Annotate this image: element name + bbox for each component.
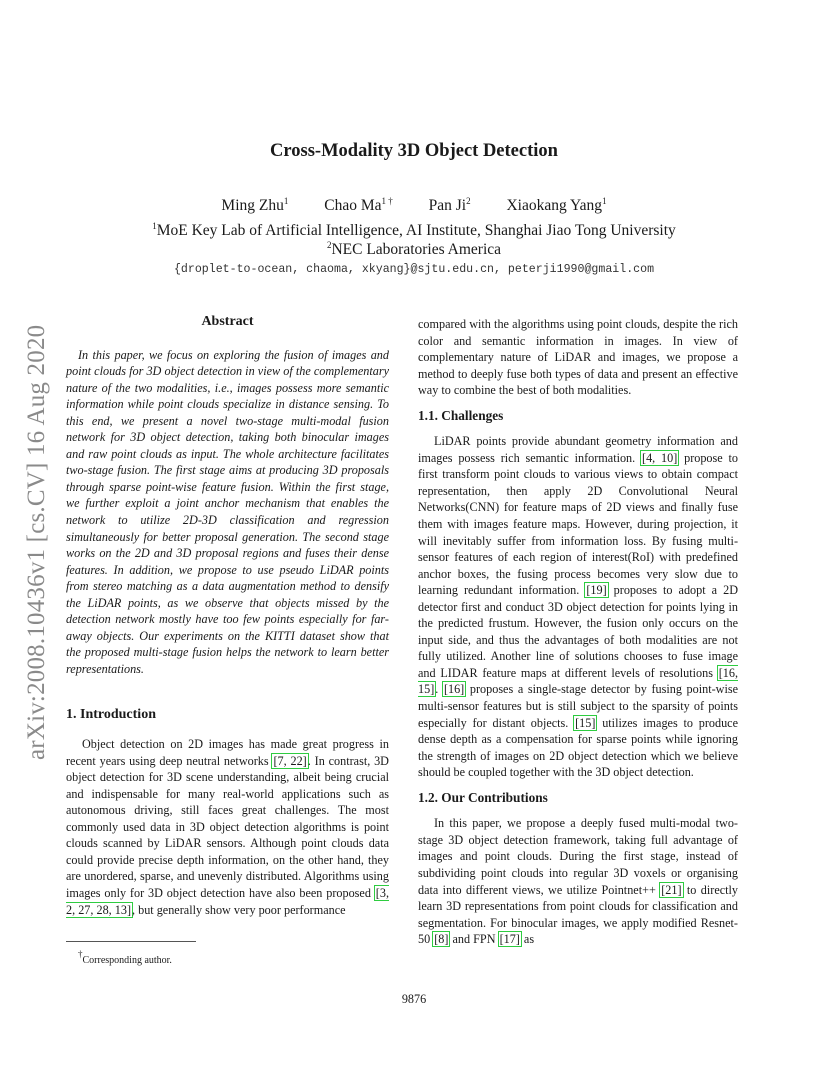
challenges-paragraph: LiDAR points provide abundant geometry information and images possess rich semantic information. [4, 10] propose to first transform point clouds to various views to obtain compact representation, then apply 2D Convolutional Neural Networks(CNN) for feature maps of 2D views and finally fuse them with images feature maps. However, during projection, it will inevitably suffer from information loss. By fusing multi-sensor features of each region of interest(RoI) with predefined anchor boxes, the fusing process becomes very slow due to learning redundant information. [19] proposes to adopt a 2D detector first and conduct 3D object detection for points lying in the predicted frustum. However, the fusion only occurs on the input side, and thus the advantages of both modalities are not fully utilized. Another line of solutions chooses to fuse image and LIDAR feature maps at different levels of resolutions [16, 15]. [16] proposes a single-stage detector by fusing point-wise multi-sensor features but is still subject to the sparsity of points especially for distant objects. [15] utilizes images to produce dense depth as a compensation for sparse points while ignoring the strength of images on 2D object detection which we believe should be coupled together with the 3D object detection. xyxy=(418,434,738,780)
affiliation: $^1$MoE Key Lab of Artificial Intelligence, AI Institute, Shanghai Jiao Tong University xyxy=(152,221,676,239)
footnote-divider xyxy=(66,941,196,942)
citation-link[interactable]: [8] xyxy=(434,932,449,947)
section-heading-contributions: 1.2. Our Contributions xyxy=(418,789,548,805)
citation-link[interactable]: [17] xyxy=(499,932,520,947)
citation-link[interactable]: [15] xyxy=(575,715,596,730)
abstract-heading: Abstract xyxy=(201,314,254,329)
citation-link[interactable]: [4, 10] xyxy=(642,450,678,465)
arxiv-stamp: arXiv:2008.10436v1 [cs.CV] 16 Aug 2020 xyxy=(23,324,50,760)
author: Pan Ji$^2$ xyxy=(428,196,471,214)
author-list xyxy=(0,196,828,215)
intro-paragraph: Object detection on 2D images has made great progress in recent years using deep neutral networks [7, 22]. In contrast, 3D object detection for 3D scene understanding, albeit being crucial and indispensable for many real-world applications such as autonomous driving, still faces great challenges. The most commonly used data in 3D object detection algorithms is point clouds scanned by LiDAR sensors. Although point clouds data could provide precise depth information, on the other hand, they are unordered, sparse, and unevenly distributed. Algorithms using images only for 3D object detection have also been proposed [3, 2, 27, 28, 13], but generally show very poor performance xyxy=(66,737,389,917)
intro-continued-paragraph: compared with the algorithms using point clouds, despite the rich color and semantic information in images. In view of complementary nature of LiDAR and images, we propose a method to deeply fuse both types of data and present an effective way to combine the best of both modalities. xyxy=(418,317,738,398)
section-heading-challenges: 1.1. Challenges xyxy=(418,407,504,423)
author-emails: {droplet-to-ocean, chaoma, xkyang}@sjtu.edu.cn, peterji1990@gmail.com xyxy=(173,263,655,276)
citation-link[interactable]: [21] xyxy=(661,882,682,897)
page-number: 9876 xyxy=(401,992,427,1006)
left-column xyxy=(66,314,389,918)
paper-title: Cross-Modality 3D Object Detection xyxy=(270,141,558,161)
footnote: †Corresponding author. xyxy=(78,949,172,966)
author: Xiaokang Yang$^1$ xyxy=(506,196,607,214)
contributions-paragraph: In this paper, we propose a deeply fused multi-modal two-stage 3D object detection framework, taking full advantage of images and point clouds. During the first stage, instead of subdividing point clouds into regular 3D voxels or organising data into different views, we utilize Pointnet++ [21] to directly learn 3D representations from point clouds for classification and segmentation. For binocular images, we apply modified Resnet-50 [8] and FPN [17] as xyxy=(418,816,739,947)
citation-link[interactable]: [3, 2, 27, 28, 13] xyxy=(66,885,389,917)
citation-link[interactable]: [7, 22] xyxy=(273,753,307,768)
author: Ming Zhu$^1$ xyxy=(221,196,289,214)
citation-link[interactable]: [16] xyxy=(443,682,465,697)
section-heading-introduction: 1. Introduction xyxy=(66,707,156,723)
citation-link[interactable]: [16, 15] xyxy=(418,665,738,697)
right-column xyxy=(418,316,738,948)
abstract-text: In this paper, we focus on exploring the fusion of images and point clouds for 3D object detection in view of the complementary nature of the two modalities, i.e., images possess more semantic information while point clouds specialize in distance sensing. To this end, we present a novel two-stage multi-modal fusion network for 3D object detection, taking both binocular images and raw point clouds as input. The whole architecture facilitates two-stage fusion. The first stage aims at producing 3D proposals through sparse point-wise feature fusion. Within the first stage, we further exploit a joint anchor mechanism that enables the network to utilize 2D-3D classification and regression simultaneously for better proposal generation. The second stage works on the 2D and 3D proposal regions and fuses their dense features. In addition, we propose to use pseudo LiDAR points from stereo matching as a data augmentation method to densify the LiDAR points, as we observe that objects missed by the detection network mostly have too few points especially for far-away objects. Our experiments on the KITTI dataset show that the proposed multi-stage fusion helps the network to learn better representations. xyxy=(66,347,389,676)
affiliation: $^2$NEC Laboratories America xyxy=(326,240,502,258)
author: Chao $Ma^{1 \dagger}$ xyxy=(324,196,393,214)
citation-link[interactable]: [19] xyxy=(586,583,607,598)
